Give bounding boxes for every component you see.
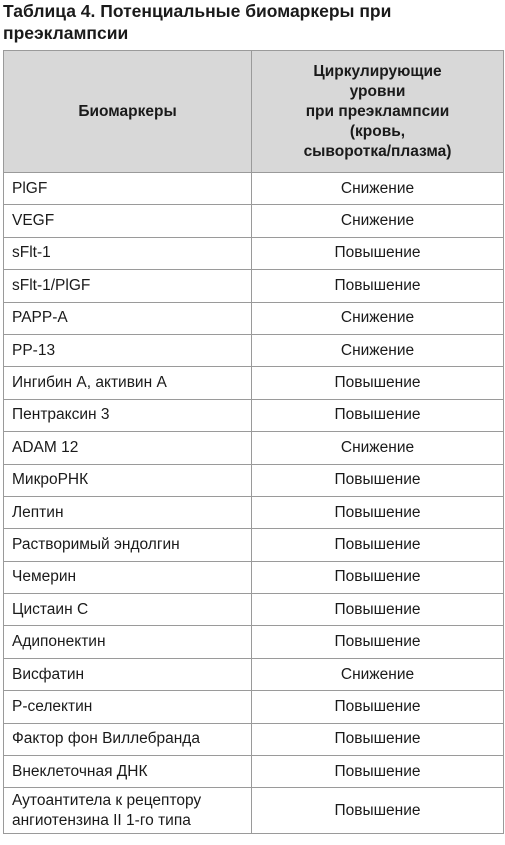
header-biomarkers: Биомаркеры xyxy=(4,51,252,173)
table-row xyxy=(4,464,504,496)
table-row xyxy=(4,270,504,302)
level-cell: Повышение xyxy=(252,270,504,302)
table-row xyxy=(4,205,504,237)
table-row xyxy=(4,788,504,834)
table-row xyxy=(4,626,504,658)
table-row xyxy=(4,594,504,626)
biomarker-cell: PP-13 xyxy=(4,334,252,366)
biomarker-cell: Пентраксин 3 xyxy=(4,399,252,431)
table-row xyxy=(4,367,504,399)
level-cell: Снижение xyxy=(252,334,504,366)
biomarker-cell: Р-селектин xyxy=(4,691,252,723)
level-cell: Повышение xyxy=(252,464,504,496)
table-row xyxy=(4,302,504,334)
level-cell: Повышение xyxy=(252,399,504,431)
biomarker-cell: Чемерин xyxy=(4,561,252,593)
biomarker-cell: ADAM 12 xyxy=(4,432,252,464)
biomarker-cell: Висфатин xyxy=(4,658,252,690)
biomarker-cell: Лептин xyxy=(4,496,252,528)
level-cell: Снижение xyxy=(252,658,504,690)
biomarker-cell: Внеклеточная ДНК xyxy=(4,756,252,788)
level-cell: Снижение xyxy=(252,205,504,237)
table-row xyxy=(4,561,504,593)
table-row xyxy=(4,496,504,528)
biomarker-cell: Аутоантитела к рецептору ангиотензина II 1-го типа xyxy=(4,788,252,834)
level-cell: Снижение xyxy=(252,432,504,464)
level-cell: Повышение xyxy=(252,756,504,788)
table-body xyxy=(4,173,504,834)
biomarker-cell: МикроРНК xyxy=(4,464,252,496)
level-cell: Снижение xyxy=(252,173,504,205)
header-circulating-levels: Циркулирующие уровни при преэклампсии (кровь, сыворотка/плазма) xyxy=(252,51,504,173)
level-cell: Повышение xyxy=(252,594,504,626)
level-cell: Повышение xyxy=(252,561,504,593)
level-cell: Повышение xyxy=(252,237,504,269)
level-cell: Повышение xyxy=(252,529,504,561)
level-cell: Повышение xyxy=(252,496,504,528)
biomarker-cell: Цистаин С xyxy=(4,594,252,626)
biomarker-cell: Ингибин A, активин A xyxy=(4,367,252,399)
table-row xyxy=(4,237,504,269)
table-row xyxy=(4,756,504,788)
biomarker-cell: sFlt-1 xyxy=(4,237,252,269)
biomarker-cell: PlGF xyxy=(4,173,252,205)
table-row xyxy=(4,432,504,464)
table-row xyxy=(4,658,504,690)
biomarker-cell: Адипонектин xyxy=(4,626,252,658)
biomarker-cell: Фактор фон Виллебранда xyxy=(4,723,252,755)
biomarker-cell: sFlt-1/PlGF xyxy=(4,270,252,302)
table-row xyxy=(4,334,504,366)
table-row xyxy=(4,529,504,561)
biomarker-cell: VEGF xyxy=(4,205,252,237)
table-row xyxy=(4,399,504,431)
level-cell: Повышение xyxy=(252,626,504,658)
biomarker-cell: PAPP-A xyxy=(4,302,252,334)
table-row xyxy=(4,723,504,755)
table-header-row xyxy=(4,51,504,173)
table-caption: Таблица 4. Потенциальные биомаркеры при преэклампсии xyxy=(3,1,392,43)
level-cell: Повышение xyxy=(252,367,504,399)
level-cell: Повышение xyxy=(252,691,504,723)
level-cell: Повышение xyxy=(252,788,504,834)
table-row xyxy=(4,173,504,205)
table-row xyxy=(4,691,504,723)
level-cell: Снижение xyxy=(252,302,504,334)
level-cell: Повышение xyxy=(252,723,504,755)
biomarkers-table xyxy=(3,50,504,834)
biomarker-cell: Растворимый эндолгин xyxy=(4,529,252,561)
